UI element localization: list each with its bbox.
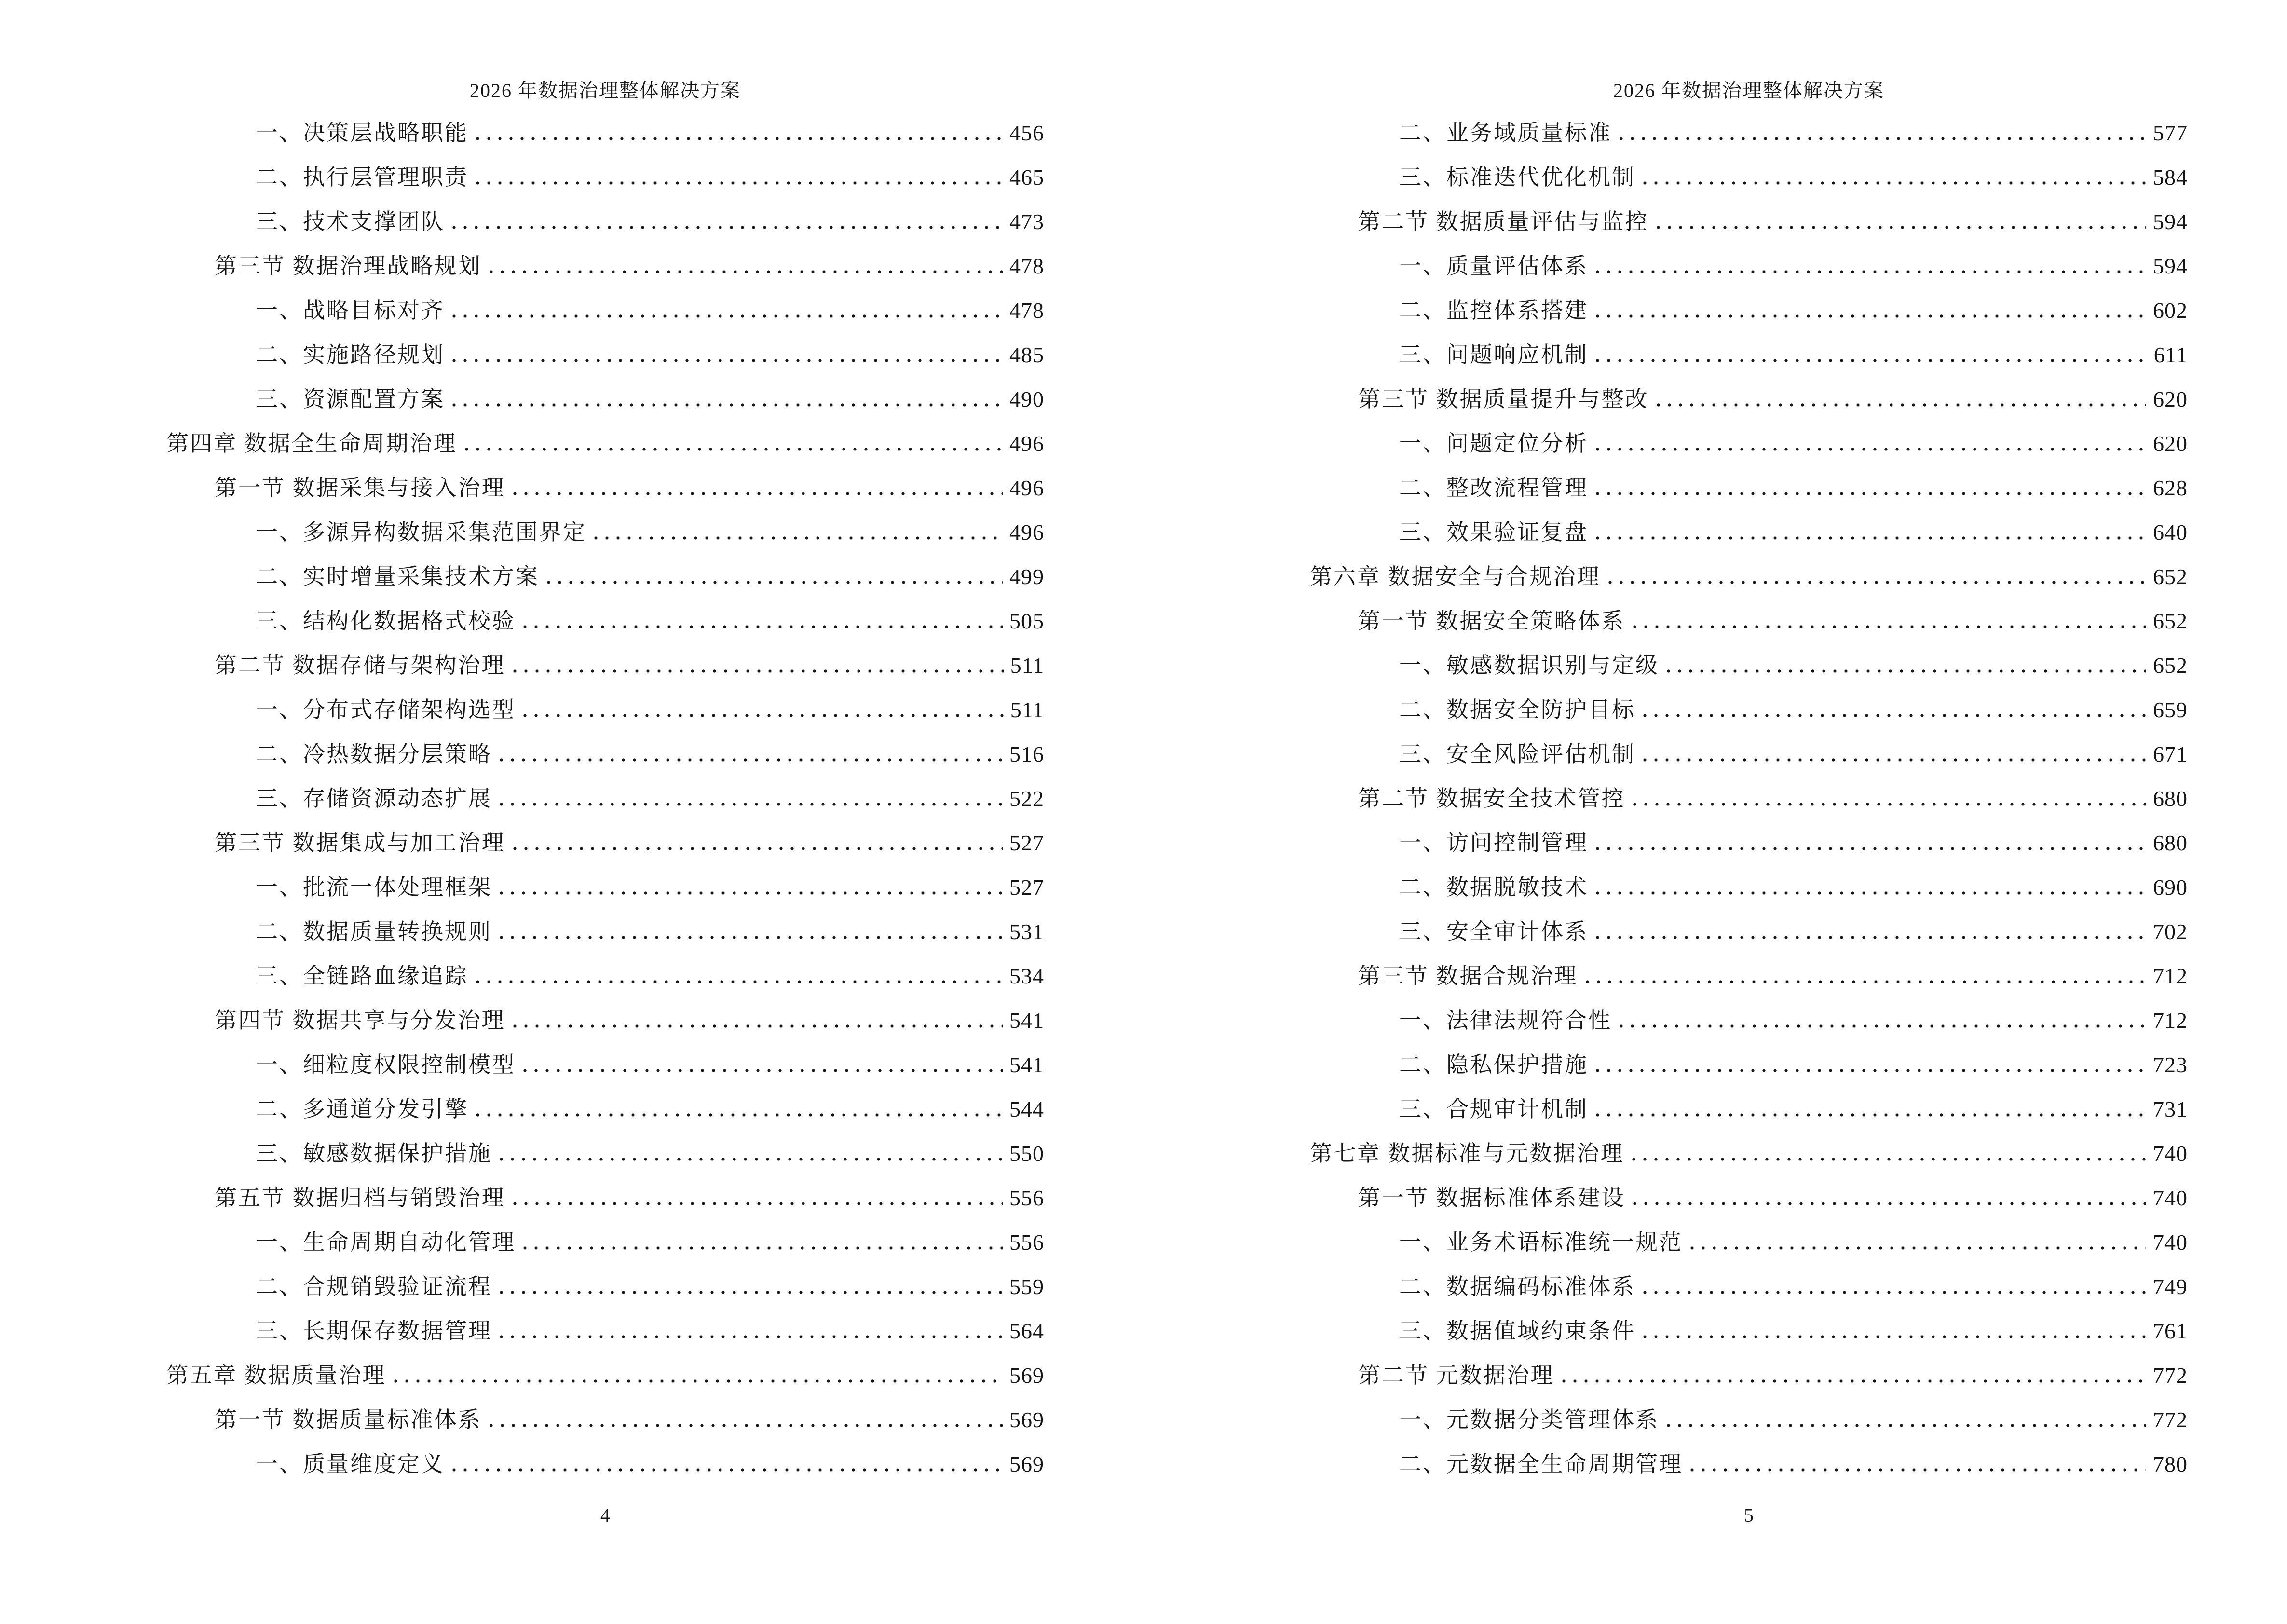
dot-leader [452,224,1003,229]
toc-entry [1310,1265,2188,1309]
dot-leader [1596,1067,2146,1072]
toc-entry [166,288,1044,333]
toc-entry-page-number: 761 [2153,1319,2188,1343]
toc-entry-title: 一、生命周期自动化管理 [256,1230,516,1255]
toc-entry-page-number: 594 [2153,254,2188,278]
dot-leader [452,357,1003,362]
toc-entry-title: 第四节 数据共享与分发治理 [215,1008,505,1033]
dot-leader [513,1023,1003,1028]
dot-leader [1633,801,2147,806]
toc-entry [1310,377,2188,422]
toc-entry-title: 一、战略目标对齐 [256,298,445,323]
dot-leader [465,446,1003,451]
running-header: 2026 年数据治理整体解决方案 [1613,80,1884,101]
toc-entry-title: 第七章 数据标准与元数据治理 [1310,1141,1624,1166]
dot-leader [490,1422,1003,1427]
toc-entry-page-number: 772 [2153,1407,2188,1432]
toc-entry-title: 一、批流一体处理框架 [256,875,492,900]
toc-entry [166,643,1044,688]
toc-entry [1310,510,2188,555]
toc-entry-title: 一、法律法规符合性 [1399,1008,1612,1033]
toc-entry-title: 一、质量评估体系 [1399,254,1588,278]
page-number: 4 [600,1504,610,1526]
dot-leader [500,801,1003,806]
toc-entry-page-number: 740 [2153,1141,2188,1166]
dot-leader [1620,136,2146,140]
toc-entry-title: 二、隐私保护措施 [1399,1052,1588,1077]
toc-entry [166,1265,1044,1309]
toc-entry-title: 第三节 数据合规治理 [1358,964,1578,988]
toc-entry [1310,288,2188,333]
dot-leader [1562,1378,2147,1383]
dot-leader [1643,757,2146,762]
toc-entry-page-number: 628 [2153,476,2188,500]
toc-entry-page-number: 559 [1009,1274,1044,1299]
toc-entry-page-number: 569 [1009,1452,1044,1476]
toc-entry-title: 一、质量维度定义 [256,1452,445,1476]
toc-entry-page-number: 652 [2153,653,2188,678]
toc-entry-title: 二、冷热数据分层策略 [256,742,492,766]
dot-leader [547,579,1003,584]
toc-entry-title: 第二节 数据质量评估与监控 [1358,209,1649,234]
dot-leader [500,890,1003,895]
dot-leader [1608,579,2147,584]
toc-entry-title: 第三节 数据集成与加工治理 [215,831,505,855]
toc-entry-title: 二、实施路径规划 [256,342,445,367]
toc-entry-title: 第一节 数据采集与接入治理 [215,476,505,500]
toc-entry-page-number: 772 [2153,1363,2188,1388]
toc-entry [166,777,1044,821]
dot-leader [1667,1422,2146,1427]
toc-entry [166,555,1044,599]
toc-entry [1310,688,2188,732]
toc-entry-page-number: 496 [1009,520,1044,545]
toc-entry-page-number: 550 [1009,1141,1044,1166]
toc-entry-page-number: 584 [2153,165,2188,190]
dot-leader [500,934,1003,939]
toc-entry-title: 一、敏感数据识别与定级 [1399,653,1659,678]
toc-entry-title: 三、效果验证复盘 [1399,520,1588,545]
toc-entry-page-number: 659 [2153,697,2188,722]
toc-entry [1310,111,2188,155]
dot-leader [394,1378,1003,1383]
toc-entry-title: 第一节 数据安全策略体系 [1358,609,1625,633]
toc-entry-title: 一、多源异构数据采集范围界定 [256,520,586,545]
toc-entry-title: 一、分布式存储架构选型 [256,697,516,722]
toc-entry [1310,599,2188,643]
toc-entry-page-number: 522 [1009,786,1044,811]
toc-entry [1310,466,2188,510]
toc-entry [1310,643,2188,688]
toc-entry-title: 三、结构化数据格式校验 [256,609,516,633]
toc-entry [1310,155,2188,200]
toc-entry [1310,865,2188,910]
toc-entry-title: 第三节 数据治理战略规划 [215,254,482,278]
toc-entry-title: 三、数据值域约束条件 [1399,1319,1635,1343]
toc-entry-title: 二、元数据全生命周期管理 [1399,1452,1683,1476]
toc-entry-title: 二、监控体系搭建 [1399,298,1588,323]
toc-entry [1310,732,2188,777]
toc-entry-page-number: 712 [2153,964,2188,988]
dot-leader [1690,1245,2146,1250]
toc-entry [166,244,1044,288]
toc-entry-title: 二、数据安全防护目标 [1399,697,1635,722]
dot-leader [500,1334,1003,1338]
toc-entry-page-number: 511 [1010,653,1044,678]
dot-leader [513,846,1003,850]
dot-leader [523,624,1003,628]
toc-entry-title: 第一节 数据质量标准体系 [215,1407,482,1432]
toc-entry [1310,1353,2188,1398]
toc-list [1310,111,2188,1487]
toc-entry-title: 第三节 数据质量提升与整改 [1358,387,1649,411]
toc-entry-page-number: 496 [1009,476,1044,500]
dot-leader [1643,1289,2146,1294]
toc-entry [166,732,1044,777]
toc-entry-title: 第五节 数据归档与销毁治理 [215,1186,505,1210]
toc-entry [1310,1043,2188,1087]
toc-entry-page-number: 473 [1009,209,1044,234]
toc-entry-title: 三、敏感数据保护措施 [256,1141,492,1166]
toc-entry-title: 二、业务域质量标准 [1399,121,1612,145]
toc-entry-page-number: 671 [2153,742,2188,766]
toc-page-right [1310,0,2188,1624]
toc-entry [1310,1442,2188,1487]
toc-entry-title: 一、元数据分类管理体系 [1399,1407,1659,1432]
toc-entry-page-number: 731 [2153,1097,2188,1121]
toc-entry-title: 三、长期保存数据管理 [256,1319,492,1343]
toc-entry [1310,333,2188,377]
toc-entry-page-number: 541 [1009,1008,1044,1033]
toc-entry [166,155,1044,200]
toc-entry [166,1309,1044,1353]
toc-entry-page-number: 564 [1009,1319,1044,1343]
toc-entry-page-number: 611 [2153,342,2188,367]
toc-entry-title: 第二节 元数据治理 [1358,1363,1554,1388]
dot-leader [1667,668,2146,673]
dot-leader [1633,1201,2147,1205]
toc-entry-page-number: 511 [1010,697,1044,722]
toc-entry-page-number: 556 [1009,1186,1044,1210]
toc-entry-title: 二、数据质量转换规则 [256,919,492,944]
dot-leader [476,979,1003,983]
toc-entry-title: 三、全链路血缘追踪 [256,964,468,988]
dot-leader [452,402,1003,407]
toc-entry-title: 第五章 数据质量治理 [166,1363,386,1388]
toc-entry [166,1398,1044,1442]
toc-entry-page-number: 780 [2153,1452,2188,1476]
dot-leader [1643,1334,2146,1338]
toc-entry [166,954,1044,998]
dot-leader [1596,491,2146,495]
toc-entry-page-number: 531 [1009,919,1044,944]
toc-entry [166,998,1044,1043]
toc-entry-page-number: 527 [1009,831,1044,855]
toc-entry-title: 二、执行层管理职责 [256,165,468,190]
toc-entry [1310,998,2188,1043]
toc-entry-title: 一、细粒度权限控制模型 [256,1052,516,1077]
dot-leader [1596,357,2147,362]
toc-entry-page-number: 652 [2153,609,2188,633]
toc-entry [166,111,1044,155]
dot-leader [1620,1023,2146,1028]
dot-leader [513,1201,1003,1205]
toc-entry-title: 二、整改流程管理 [1399,476,1588,500]
toc-entry-title: 二、数据脱敏技术 [1399,875,1588,900]
dot-leader [1657,224,2147,229]
dot-leader [1586,979,2147,983]
toc-entry-page-number: 485 [1009,342,1044,367]
running-header: 2026 年数据治理整体解决方案 [470,80,741,101]
dot-leader [1596,890,2146,895]
dot-leader [1596,535,2146,540]
toc-entry [166,688,1044,732]
dot-leader [500,757,1003,762]
toc-entry [1310,1220,2188,1265]
dot-leader [452,1467,1003,1472]
toc-entry [166,1220,1044,1265]
toc-entry-title: 三、安全审计体系 [1399,919,1588,944]
toc-entry-title: 三、技术支撑团队 [256,209,445,234]
toc-entry-page-number: 620 [2153,387,2188,411]
toc-entry [1310,200,2188,244]
toc-entry-page-number: 602 [2153,298,2188,323]
dot-leader [1643,712,2146,717]
toc-entry [166,333,1044,377]
toc-entry [1310,1132,2188,1176]
dot-leader [594,535,1003,540]
toc-entry-title: 三、合规审计机制 [1399,1097,1588,1121]
toc-entry [166,1353,1044,1398]
toc-entry-page-number: 499 [1009,564,1044,589]
toc-entry-title: 三、资源配置方案 [256,387,445,411]
toc-entry [1310,1398,2188,1442]
toc-entry-title: 一、访问控制管理 [1399,831,1588,855]
toc-entry-title: 第二节 数据存储与架构治理 [215,653,505,678]
toc-entry-page-number: 534 [1009,964,1044,988]
dot-leader [1596,269,2146,273]
dot-leader [1643,180,2146,185]
toc-entry [166,1176,1044,1220]
toc-entry-page-number: 702 [2153,919,2188,944]
toc-entry-title: 二、数据编码标准体系 [1399,1274,1635,1299]
dot-leader [1596,446,2146,451]
dot-leader [500,1156,1003,1161]
dot-leader [1596,846,2146,850]
toc-entry [1310,1087,2188,1132]
toc-entry-page-number: 652 [2153,564,2188,589]
toc-entry-title: 第一节 数据标准体系建设 [1358,1186,1625,1210]
toc-entry-page-number: 541 [1009,1052,1044,1077]
dot-leader [513,668,1004,673]
toc-entry-page-number: 620 [2153,431,2188,456]
toc-entry-page-number: 478 [1009,254,1044,278]
toc-entry-title: 第四章 数据全生命周期治理 [166,431,457,456]
toc-entry [1310,954,2188,998]
dot-leader [476,1112,1003,1117]
toc-entry [1310,821,2188,865]
toc-entry [166,821,1044,865]
toc-entry [166,865,1044,910]
toc-entry [1310,244,2188,288]
toc-entry-page-number: 496 [1009,431,1044,456]
toc-entry [166,466,1044,510]
toc-entry-title: 三、标准迭代优化机制 [1399,165,1635,190]
toc-entry-page-number: 505 [1009,609,1044,633]
toc-entry-title: 三、安全风险评估机制 [1399,742,1635,766]
toc-entry-title: 二、实时增量采集技术方案 [256,564,539,589]
toc-entry-page-number: 527 [1009,875,1044,900]
dot-leader [1690,1467,2146,1472]
toc-entry-title: 第六章 数据安全与合规治理 [1310,564,1601,589]
toc-entry [166,1087,1044,1132]
toc-entry-title: 第二节 数据安全技术管控 [1358,786,1625,811]
dot-leader [1596,313,2146,318]
toc-entry [1310,777,2188,821]
toc-entry [166,377,1044,422]
dot-leader [1657,402,2147,407]
toc-entry-page-number: 680 [2153,831,2188,855]
toc-entry [166,422,1044,466]
dot-leader [1633,624,2147,628]
toc-entry-page-number: 478 [1009,298,1044,323]
toc-entry [166,200,1044,244]
dot-leader [490,269,1003,273]
dot-leader [523,1245,1003,1250]
page-number: 5 [1744,1504,1754,1526]
toc-entry [166,599,1044,643]
toc-entry-title: 一、问题定位分析 [1399,431,1588,456]
toc-entry-page-number: 723 [2153,1052,2188,1077]
toc-entry-page-number: 712 [2153,1008,2188,1033]
toc-entry [1310,910,2188,954]
toc-entry [1310,1176,2188,1220]
toc-entry [1310,422,2188,466]
toc-entry-page-number: 516 [1009,742,1044,766]
dot-leader [476,136,1003,140]
toc-entry-title: 一、业务术语标准统一规范 [1399,1230,1683,1255]
toc-entry-title: 一、决策层战略职能 [256,121,468,145]
toc-page-left [166,0,1044,1624]
toc-entry-title: 三、问题响应机制 [1399,342,1588,367]
dot-leader [476,180,1003,185]
toc-entry-page-number: 640 [2153,520,2188,545]
toc-entry-title: 二、多通道分发引擎 [256,1097,468,1121]
toc-entry [166,1043,1044,1087]
toc-entry-page-number: 544 [1009,1097,1044,1121]
dot-leader [500,1289,1003,1294]
dot-leader [452,313,1003,318]
toc-entry-page-number: 680 [2153,786,2188,811]
dot-leader [523,1067,1003,1072]
toc-entry-page-number: 556 [1009,1230,1044,1255]
dot-leader [1596,934,2146,939]
toc-entry-page-number: 465 [1009,165,1044,190]
toc-entry [166,910,1044,954]
toc-entry-page-number: 690 [2153,875,2188,900]
toc-list [166,111,1044,1487]
toc-entry-page-number: 569 [1009,1363,1044,1388]
toc-entry [166,510,1044,555]
toc-entry-page-number: 490 [1009,387,1044,411]
toc-entry [1310,555,2188,599]
toc-entry [166,1132,1044,1176]
dot-leader [513,491,1003,495]
toc-entry-page-number: 577 [2153,121,2188,145]
toc-entry-page-number: 740 [2153,1186,2188,1210]
dot-leader [523,712,1004,717]
toc-entry-page-number: 594 [2153,209,2188,234]
toc-entry-page-number: 569 [1009,1407,1044,1432]
toc-entry [1310,1309,2188,1353]
toc-entry-page-number: 456 [1009,121,1044,145]
toc-entry-title: 二、合规销毁验证流程 [256,1274,492,1299]
dot-leader [1596,1112,2146,1117]
dot-leader [1632,1156,2147,1161]
toc-entry-page-number: 740 [2153,1230,2188,1255]
toc-entry-title: 三、存储资源动态扩展 [256,786,492,811]
toc-entry [166,1442,1044,1487]
toc-entry-page-number: 749 [2153,1274,2188,1299]
